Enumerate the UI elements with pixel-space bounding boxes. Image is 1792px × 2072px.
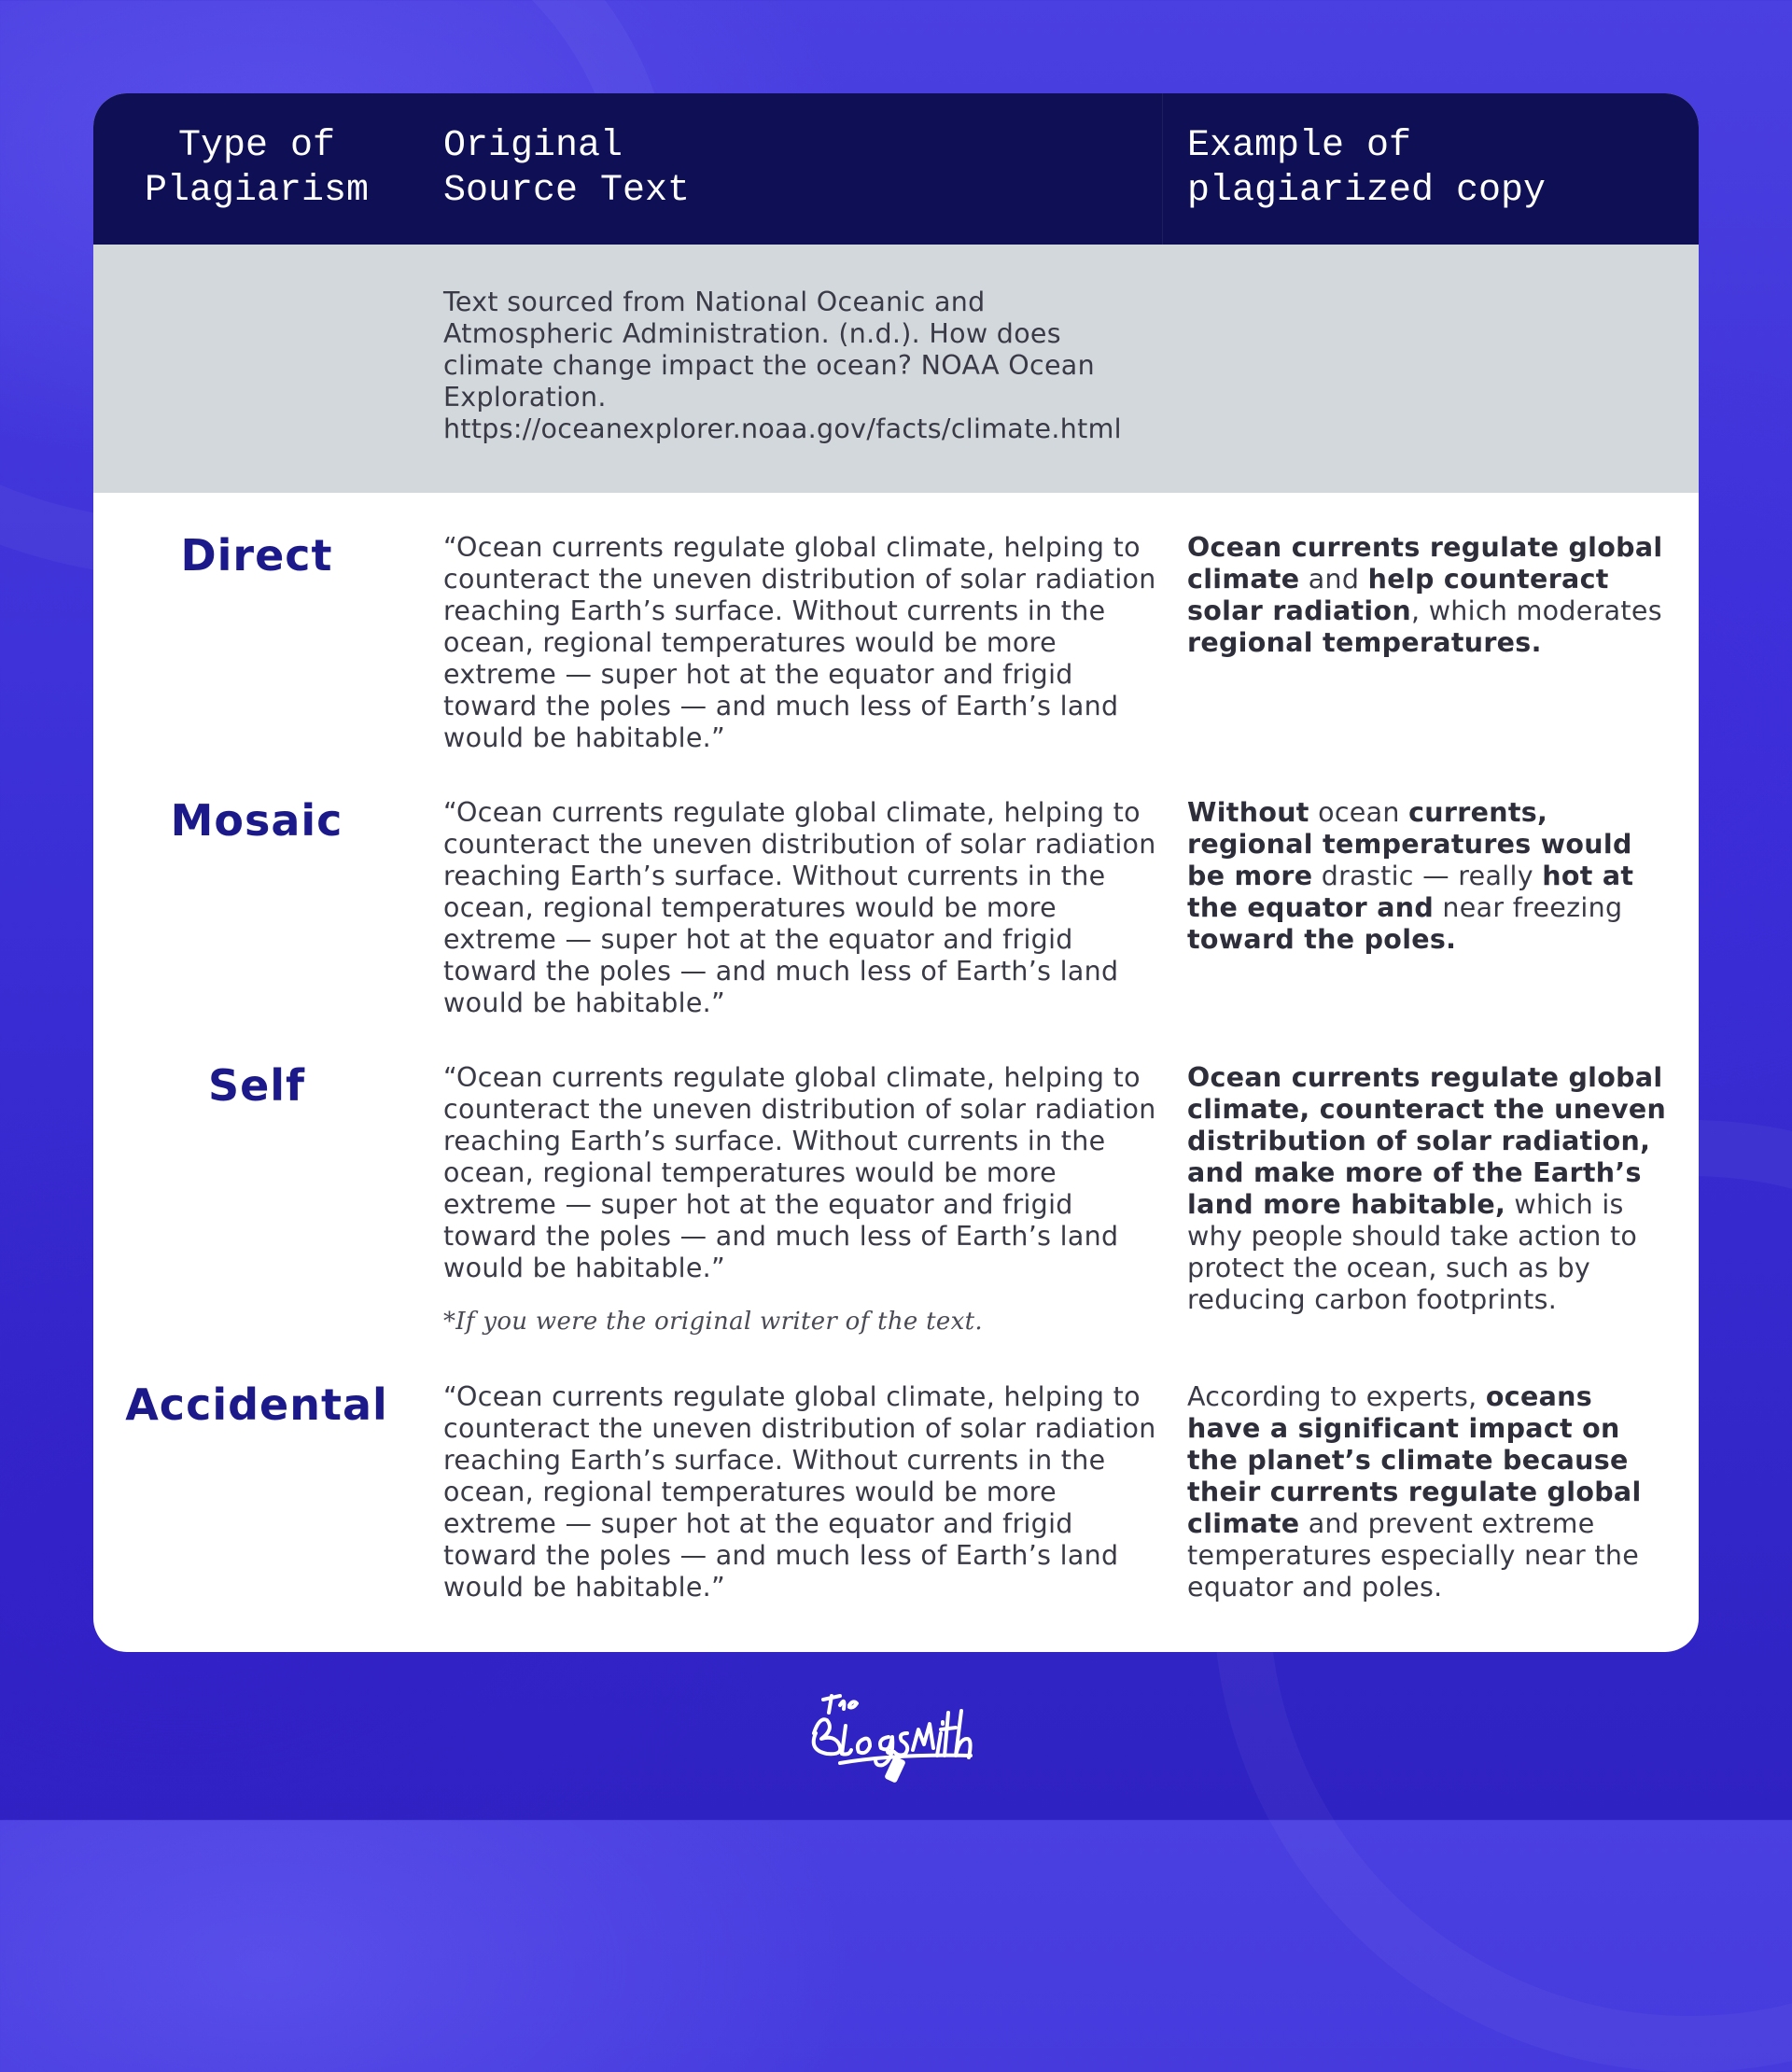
table-header — [93, 93, 1699, 245]
plagiarism-table-card — [93, 93, 1699, 1652]
copy-bold-segment: toward the poles. — [1187, 924, 1457, 955]
copy-segment: and prevent extreme temperatures especially near the equator and poles. — [1187, 1508, 1640, 1603]
copy-bold-segment: currents, regional temperatures would be more — [1187, 797, 1632, 891]
copy-bold-segment: regional temperatures. — [1187, 627, 1542, 658]
plagiarized-copy — [1187, 797, 1673, 956]
copy-segment: ocean — [1309, 797, 1409, 828]
blogsmith-logo — [803, 1685, 989, 1787]
plagiarized-copy — [1187, 1062, 1673, 1316]
copy-segment: and — [1299, 564, 1368, 595]
original-text: “Ocean currents regulate global climate, helping to counteract the uneven distribution of solar radiation reaching Earth’s surface. Without currents in the ocean, regional temperatures would be more extreme — super hot at the equator and frigid toward the poles — and much less of Earth’s land would be habitable.” — [443, 532, 1156, 753]
copy-segment: near freezing — [1434, 892, 1623, 923]
type-label: Mosaic — [170, 795, 343, 846]
header-example-plagiarized-copy: Example of plagiarized copy — [1187, 125, 1547, 212]
type-label: Direct — [180, 530, 333, 581]
copy-segment: drastic — really — [1312, 861, 1543, 891]
plagiarized-copy — [1187, 1381, 1673, 1603]
copy-bold-segment: hot at the equator and — [1187, 861, 1634, 923]
original-text: “Ocean currents regulate global climate, helping to counteract the uneven distribution of solar radiation reaching Earth’s surface. Without currents in the ocean, regional temperatures would be more extreme — super hot at the equator and frigid toward the poles — and much less of Earth’s land would be habitable.” — [443, 1381, 1156, 1603]
header-divider — [1162, 93, 1163, 245]
copy-bold-segment: oceans have a significant impact on the planet’s climate because their currents regulate global climate — [1187, 1381, 1642, 1539]
type-label: Accidental — [125, 1379, 388, 1430]
copy-bold-segment: Without — [1187, 797, 1309, 828]
copy-bold-segment: Ocean currents regulate global climate — [1187, 532, 1663, 595]
copy-segment: which is why people should take action to protect the ocean, such as by reducing carbon footprints. — [1187, 1189, 1638, 1315]
source-citation: Text sourced from National Oceanic and Atmospheric Administration. (n.d.). How does climate change impact the ocean? NOAA Ocean Exploration. https://oceanexplorer.noaa.gov/facts/climate.html — [443, 287, 1122, 444]
source-citation-row — [93, 245, 1699, 493]
type-label: Self — [207, 1060, 306, 1111]
header-type-of-plagiarism: Type of Plagiarism — [144, 125, 370, 212]
original-text: “Ocean currents regulate global climate, helping to counteract the uneven distribution of solar radiation reaching Earth’s surface. Without currents in the ocean, regional temperatures would be more extreme — super hot at the equator and frigid toward the poles — and much less of Earth’s land would be habitable.” — [443, 1062, 1156, 1283]
copy-segment: , which moderates — [1410, 595, 1662, 626]
original-text: “Ocean currents regulate global climate, helping to counteract the uneven distribution of solar radiation reaching Earth’s surface. Without currents in the ocean, regional temperatures would be more extreme — super hot at the equator and frigid toward the poles — and much less of Earth’s land would be habitable.” — [443, 797, 1156, 1018]
copy-bold-segment: help counteract solar radiation — [1187, 564, 1609, 626]
self-plagiarism-note: *If you were the original writer of the text. — [443, 1308, 983, 1336]
copy-segment: According to experts, — [1187, 1381, 1486, 1412]
copy-bold-segment: Ocean currents regulate global climate, counteract the uneven distribution of solar radiation, and make more of the Earth’s land more habitable, — [1187, 1062, 1667, 1220]
header-original-source-text: Original Source Text — [443, 125, 691, 212]
plagiarized-copy — [1187, 532, 1673, 659]
